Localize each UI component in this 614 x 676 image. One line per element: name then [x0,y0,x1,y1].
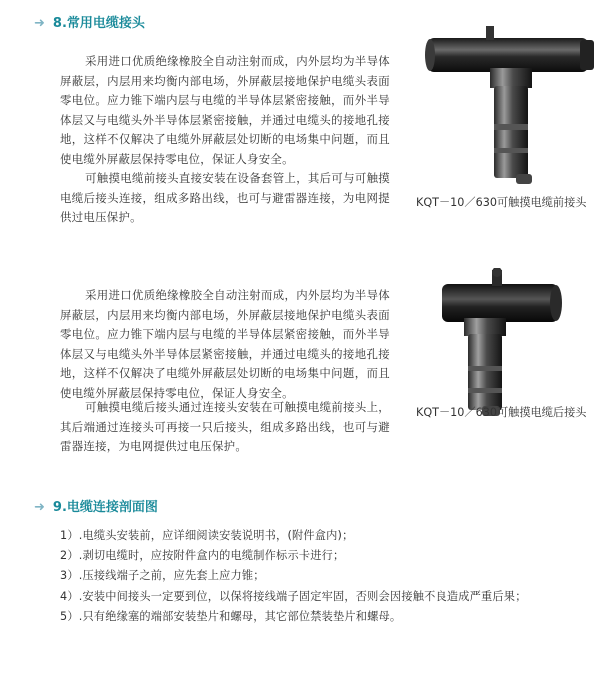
cable-front-connector-image [420,24,600,194]
product-front-caption: KQT－10／630可触摸电缆前接头 [416,196,587,209]
arrow-icon: ➜ [34,500,45,515]
list-item: 4）.安装中间接头一定要到位，以保将接线端子固定牢固，否则会因接触不良造成严重后果； [60,589,527,603]
list-item: 3）.压接线端子之前，应先套上应力锥； [60,569,265,583]
paragraph: 采用进口优质绝缘橡胶全自动注射而成，内外层均为半导体屏蔽层，内层用来均衡内部电场，外屏蔽层接地保护电缆头表面零电位。应力锥下端内层与电缆的半导体层紧密接触，而外半导体层又与电缆头外半导体层紧密接触，并通过电缆头的接地孔接地，这样不仅解决了电缆外屏蔽层处切断的电场集中问题，而且使电缆外屏蔽层保持零电位，保证人身安全。 [60,54,390,166]
list-item: 1）.电缆头安装前，应详细阅读安装说明书，(附件盒内)； [60,529,354,542]
section-title-text: 9.电缆连接剖面图 [52,500,158,515]
list-item: 5）.只有绝缘塞的端部安装垫片和螺母，其它部位禁装垫片和螺母。 [60,609,402,623]
section-title-text: 8.常用电缆接头 [52,16,145,31]
paragraph: 可触摸电缆前接头直接安装在设备套管上，其后可与可触摸电缆后接头连接，组成多路出线，也可与避雷器连接，为电网提供过电压保护。 [60,171,390,225]
cable-rear-connector-image [438,268,578,418]
paragraph: 采用进口优质绝缘橡胶全自动注射而成，内外层均为半导体屏蔽层，内层用来均衡内部电场，外屏蔽层接地保护电缆头表面零电位。应力锥下端内层与电缆的半导体层紧密接触，而外半导体层又与电缆头外半导体层紧密接触，并通过电缆头的接地孔接地，这样不仅解决了电缆外屏蔽层处切断的电场集中问题，而且使电缆外屏蔽层保持零电位，保证人身安全。 [60,288,390,400]
section-title-9 [34,496,158,515]
list-item: 2）.剥切电缆时，应按附件盒内的电缆制作标示卡进行； [60,549,345,563]
product-rear-caption: KQT－10／630可触摸电缆后接头 [416,406,587,419]
arrow-icon: ➜ [34,16,45,31]
paragraph: 可触摸电缆后接头通过连接头安装在可触摸电缆前接头上，其后端通过连接头可再接一只后接头，组成多路出线，也可与避雷器连接，为电网提供过电压保护。 [60,400,390,454]
section-title-8 [34,12,145,31]
installation-steps-list [60,526,527,627]
